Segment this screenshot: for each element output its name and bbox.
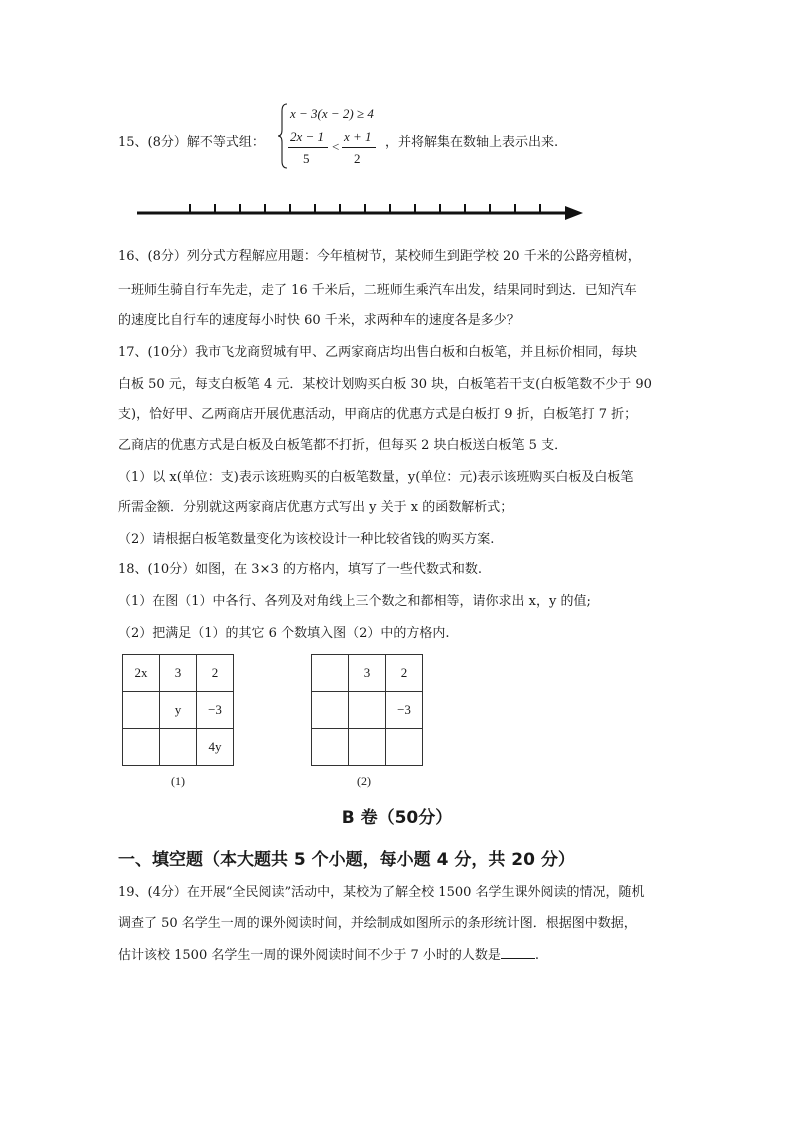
grid1-cell [123, 692, 160, 729]
grid1-cell: 4y [197, 729, 234, 766]
q18-line-2: （1）在图（1）中各行、各列及对角线上三个数之和都相等，请你求出 x，y 的值; [118, 594, 591, 609]
grid2-cell [349, 692, 386, 729]
q18-line-3: （2）把满足（1）的其它 6 个数填入图（2）中的方格内. [118, 626, 450, 641]
q17-line-7: （2）请根据白板笔数量变化为该校设计一种比较省钱的购买方案. [118, 532, 495, 547]
answer-blank[interactable] [501, 946, 535, 959]
inequality-1: x − 3(x − 2) ≥ 4 [290, 106, 374, 121]
grid1-caption: (1) [171, 774, 185, 788]
grid2-cell [312, 655, 349, 692]
grid1-cell [160, 729, 197, 766]
q19-period: . [534, 948, 540, 963]
q17-line-1: 17、(10分）我市飞龙商贸城有甲、乙两家商店均出售白板和白板笔，并且标价相同，每块 [118, 345, 638, 360]
q19-line-1: 19、(4分）在开展“全民阅读”活动中，某校为了解全校 1500 名学生课外阅读的情况，随机 [118, 885, 645, 900]
fraction-right-bar [342, 147, 376, 148]
grid2-cell: 2 [386, 655, 423, 692]
q16-line-3: 的速度比自行车的速度每小时快 60 千米，求两种车的速度各是多少？ [118, 313, 520, 328]
q16-line-2: 一班师生骑自行车先走，走了 16 千米后，二班师生乘汽车出发，结果同时到达．已知汽车 [118, 283, 637, 298]
grid2-cell [349, 729, 386, 766]
q16-line-1: 16、(8分）列分式方程解应用题：今年植树节，某校师生到距学校 20 千米的公路旁植树， [118, 249, 641, 264]
magic-square-2 [311, 654, 423, 766]
q17-line-2: 白板 50 元，每支白板笔 4 元．某校计划购买白板 30 块，白板笔若干支(白板笔数不少于 90 [118, 377, 652, 392]
q15-instruction: ，并将解集在数轴上表示出来. [385, 135, 559, 150]
q19-line-3 [118, 946, 698, 964]
grid1-cell: y [160, 692, 197, 729]
q19-line-2: 调查了 50 名学生一周的课外阅读时间，并绘制成如图所示的条形统计图．根据图中数据， [118, 916, 637, 931]
fraction-right-numerator: x + 1 [344, 129, 372, 144]
grid1-cell: 2x [123, 655, 160, 692]
section-1-heading: 一、填空题（本大题共 5 个小题，每小题 4 分，共 20 分） [118, 850, 575, 870]
fraction-left-numerator: 2x − 1 [290, 129, 325, 144]
grid2-cell [312, 692, 349, 729]
fraction-left-bar [288, 147, 328, 148]
grid2-cell: −3 [386, 692, 423, 729]
grid2-cell: 3 [349, 655, 386, 692]
fraction-left-denominator: 5 [303, 151, 310, 166]
system-brace-icon [278, 103, 288, 169]
fraction-right-denominator: 2 [354, 151, 361, 166]
magic-square-1 [122, 654, 234, 766]
grid2-cell [312, 729, 349, 766]
q17-line-4: 乙商店的优惠方式是白板及白板笔都不打折，但每买 2 块白板送白板笔 5 支． [118, 438, 568, 453]
grid2-caption: (2) [357, 774, 371, 788]
grid2-cell [386, 729, 423, 766]
q17-line-5: （1）以 x(单位：支)表示该班购买的白板笔数量，y(单位：元)表示该班购买白板及白板笔 [118, 470, 634, 485]
q17-line-6: 所需金额．分别就这两家商店优惠方式写出 y 关于 x 的函数解析式； [118, 500, 514, 515]
number-line [135, 198, 585, 226]
q19-line-3-text: 估计该校 1500 名学生一周的课外阅读时间不少于 7 小时的人数是 [118, 948, 501, 963]
less-than-sign: < [332, 139, 340, 154]
q15-label: 15、(8分）解不等式组： [118, 135, 265, 150]
q17-line-3: 支)，恰好甲、乙两商店开展优惠活动，甲商店的优惠方式是白板打 9 折，白板笔打 7 折； [118, 407, 638, 422]
grid1-cell [123, 729, 160, 766]
grid1-cell: −3 [197, 692, 234, 729]
grid1-cell: 3 [160, 655, 197, 692]
grid1-cell: 2 [197, 655, 234, 692]
section-b-heading: B 卷（50分） [341, 808, 453, 828]
q18-line-1: 18、(10分）如图，在 3×3 的方格内，填写了一些代数式和数. [118, 562, 482, 577]
